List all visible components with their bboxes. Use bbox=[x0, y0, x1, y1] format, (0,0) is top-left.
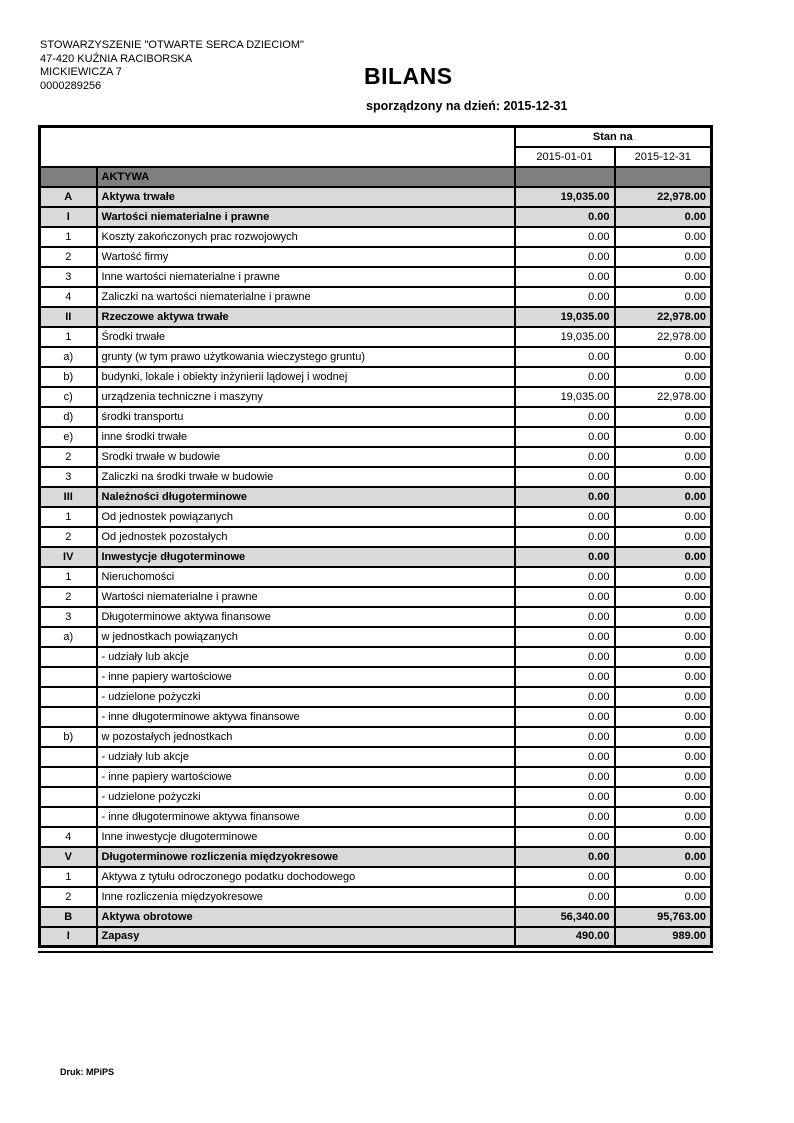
row-label: w jednostkach powiązanych bbox=[97, 627, 515, 647]
row-symbol bbox=[40, 787, 97, 807]
document-title: BILANS bbox=[364, 63, 453, 89]
balance-sheet bbox=[38, 125, 713, 953]
row-value-1: 56,340.00 bbox=[515, 907, 615, 927]
row-label: Należności długoterminowe bbox=[97, 487, 515, 507]
document-subtitle: sporządzony na dzień: 2015-12-31 bbox=[366, 99, 568, 113]
table-row bbox=[40, 287, 712, 307]
row-value-1: 0.00 bbox=[515, 707, 615, 727]
row-value-1: 0.00 bbox=[515, 887, 615, 907]
row-symbol: c) bbox=[40, 387, 97, 407]
table-row bbox=[40, 527, 712, 547]
row-label: inne środki trwałe bbox=[97, 427, 515, 447]
table-row bbox=[40, 427, 712, 447]
row-label: Od jednostek powiązanych bbox=[97, 507, 515, 527]
row-value-2: 0.00 bbox=[615, 767, 712, 787]
row-value-1: 0.00 bbox=[515, 827, 615, 847]
row-value-1: 0.00 bbox=[515, 567, 615, 587]
row-symbol bbox=[40, 747, 97, 767]
row-symbol bbox=[40, 807, 97, 827]
row-label: Od jednostek pozostałych bbox=[97, 527, 515, 547]
row-label: Inwestycje długoterminowe bbox=[97, 547, 515, 567]
row-value-2: 0.00 bbox=[615, 467, 712, 487]
row-value-2: 0.00 bbox=[615, 847, 712, 867]
table-row bbox=[40, 487, 712, 507]
row-label: - udzielone pożyczki bbox=[97, 687, 515, 707]
row-symbol: 2 bbox=[40, 447, 97, 467]
row-value-2: 0.00 bbox=[615, 887, 712, 907]
row-symbol: 4 bbox=[40, 827, 97, 847]
row-symbol bbox=[40, 647, 97, 667]
row-value-1: 0.00 bbox=[515, 347, 615, 367]
table-row bbox=[40, 767, 712, 787]
row-value-1: 0.00 bbox=[515, 227, 615, 247]
row-label: - inne długoterminowe aktywa finansowe bbox=[97, 707, 515, 727]
row-label: Zaliczki na wartości niematerialne i prawne bbox=[97, 287, 515, 307]
row-value-2: 0.00 bbox=[615, 787, 712, 807]
row-value-2: 0.00 bbox=[615, 527, 712, 547]
table-row bbox=[40, 187, 712, 207]
table-row bbox=[40, 467, 712, 487]
row-value-2: 0.00 bbox=[615, 507, 712, 527]
row-value-1: 0.00 bbox=[515, 207, 615, 227]
row-label: - udziały lub akcje bbox=[97, 647, 515, 667]
row-symbol: b) bbox=[40, 727, 97, 747]
row-value-2: 0.00 bbox=[615, 687, 712, 707]
row-label: Inne rozliczenia międzyokresowe bbox=[97, 887, 515, 907]
table-row bbox=[40, 827, 712, 847]
row-value-1: 0.00 bbox=[515, 647, 615, 667]
row-value-2: 0.00 bbox=[615, 807, 712, 827]
header-date-column-1: 2015-01-01 bbox=[515, 147, 615, 167]
row-value-1: 0.00 bbox=[515, 747, 615, 767]
row-value-2: 0.00 bbox=[615, 207, 712, 227]
table-row bbox=[40, 207, 712, 227]
table-row bbox=[40, 927, 712, 947]
row-value-1: 0.00 bbox=[515, 287, 615, 307]
row-value-2: 989.00 bbox=[615, 927, 712, 947]
row-label: Długoterminowe aktywa finansowe bbox=[97, 607, 515, 627]
table-row bbox=[40, 907, 712, 927]
table-row bbox=[40, 407, 712, 427]
row-symbol: 3 bbox=[40, 607, 97, 627]
row-symbol: d) bbox=[40, 407, 97, 427]
row-value-2: 0.00 bbox=[615, 607, 712, 627]
row-value-2: 22,978.00 bbox=[615, 307, 712, 327]
row-value-1: 0.00 bbox=[515, 627, 615, 647]
row-value-1: 19,035.00 bbox=[515, 387, 615, 407]
row-value-2: 0.00 bbox=[615, 267, 712, 287]
row-symbol: I bbox=[40, 927, 97, 947]
row-symbol bbox=[40, 667, 97, 687]
organization-address-line2: MICKIEWICZA 7 bbox=[40, 66, 122, 78]
row-value-1: 19,035.00 bbox=[515, 307, 615, 327]
row-label: urządzenia techniczne i maszyny bbox=[97, 387, 515, 407]
row-value-1: 0.00 bbox=[515, 847, 615, 867]
row-value-1: 0.00 bbox=[515, 527, 615, 547]
row-symbol: 1 bbox=[40, 327, 97, 347]
row-value-1: 19,035.00 bbox=[515, 327, 615, 347]
row-value-1: 0.00 bbox=[515, 267, 615, 287]
row-value-2: 22,978.00 bbox=[615, 187, 712, 207]
row-value-1: 0.00 bbox=[515, 487, 615, 507]
table-row bbox=[40, 667, 712, 687]
row-value-1: 490.00 bbox=[515, 927, 615, 947]
row-value-1: 0.00 bbox=[515, 767, 615, 787]
row-label: - udzielone pożyczki bbox=[97, 787, 515, 807]
row-symbol: e) bbox=[40, 427, 97, 447]
row-value-2: 22,978.00 bbox=[615, 387, 712, 407]
row-symbol: b) bbox=[40, 367, 97, 387]
table-row bbox=[40, 747, 712, 767]
row-symbol: IV bbox=[40, 547, 97, 567]
table-row bbox=[40, 627, 712, 647]
row-value-2: 0.00 bbox=[615, 867, 712, 887]
row-symbol: 2 bbox=[40, 247, 97, 267]
table-row bbox=[40, 867, 712, 887]
row-symbol: B bbox=[40, 907, 97, 927]
row-value-1: 19,035.00 bbox=[515, 187, 615, 207]
row-label: Zapasy bbox=[97, 927, 515, 947]
table-row bbox=[40, 807, 712, 827]
row-label: Wartość firmy bbox=[97, 247, 515, 267]
table-row bbox=[40, 647, 712, 667]
row-symbol: A bbox=[40, 187, 97, 207]
row-value-2 bbox=[615, 167, 712, 187]
row-label: Aktywa obrotowe bbox=[97, 907, 515, 927]
table-row bbox=[40, 707, 712, 727]
row-symbol: 2 bbox=[40, 527, 97, 547]
table-row bbox=[40, 367, 712, 387]
row-value-2: 0.00 bbox=[615, 287, 712, 307]
row-label: AKTYWA bbox=[97, 167, 515, 187]
row-symbol: V bbox=[40, 847, 97, 867]
row-symbol: 1 bbox=[40, 567, 97, 587]
table-header-row-span bbox=[40, 127, 712, 147]
row-symbol: 2 bbox=[40, 887, 97, 907]
row-value-1: 0.00 bbox=[515, 447, 615, 467]
row-value-1: 0.00 bbox=[515, 867, 615, 887]
row-label: - inne papiery wartościowe bbox=[97, 667, 515, 687]
organization-block bbox=[40, 39, 304, 93]
table-row bbox=[40, 387, 712, 407]
row-value-2: 0.00 bbox=[615, 567, 712, 587]
row-symbol bbox=[40, 687, 97, 707]
row-value-1: 0.00 bbox=[515, 547, 615, 567]
row-symbol: a) bbox=[40, 627, 97, 647]
row-label: - udziały lub akcje bbox=[97, 747, 515, 767]
row-label: Inne inwestycje długoterminowe bbox=[97, 827, 515, 847]
header-corner-cell bbox=[40, 127, 515, 167]
print-form-footer: Druk: MPiPS bbox=[60, 1067, 115, 1077]
row-symbol: III bbox=[40, 487, 97, 507]
header-date-column-2: 2015-12-31 bbox=[615, 147, 712, 167]
row-value-2: 0.00 bbox=[615, 247, 712, 267]
table-row bbox=[40, 447, 712, 467]
row-symbol bbox=[40, 167, 97, 187]
table-row bbox=[40, 267, 712, 287]
row-value-2: 0.00 bbox=[615, 827, 712, 847]
row-label: Rzeczowe aktywa trwałe bbox=[97, 307, 515, 327]
row-value-2: 0.00 bbox=[615, 707, 712, 727]
row-symbol: 4 bbox=[40, 287, 97, 307]
row-symbol: 2 bbox=[40, 587, 97, 607]
row-symbol: 1 bbox=[40, 507, 97, 527]
row-value-1 bbox=[515, 167, 615, 187]
row-symbol: 3 bbox=[40, 267, 97, 287]
table-row bbox=[40, 587, 712, 607]
table-bottom-rule bbox=[38, 951, 713, 953]
header-stan-na: Stan na bbox=[515, 127, 712, 147]
row-value-2: 0.00 bbox=[615, 487, 712, 507]
organization-address-line1: 47-420 KUŹNIA RACIBORSKA bbox=[40, 52, 193, 65]
row-value-1: 0.00 bbox=[515, 727, 615, 747]
row-value-1: 0.00 bbox=[515, 587, 615, 607]
organization-krs-number: 0000289256 bbox=[40, 79, 102, 92]
table-row bbox=[40, 787, 712, 807]
row-label: Długoterminowe rozliczenia międzyokresowe bbox=[97, 847, 515, 867]
row-label: Środki trwałe bbox=[97, 327, 515, 347]
row-label: budynki, lokale i obiekty inżynierii lądowej i wodnej bbox=[97, 367, 515, 387]
row-symbol: a) bbox=[40, 347, 97, 367]
row-value-2: 22,978.00 bbox=[615, 327, 712, 347]
row-value-1: 0.00 bbox=[515, 807, 615, 827]
row-symbol: I bbox=[40, 207, 97, 227]
row-label: - inne papiery wartościowe bbox=[97, 767, 515, 787]
row-value-2: 0.00 bbox=[615, 427, 712, 447]
row-value-2: 0.00 bbox=[615, 447, 712, 467]
table-row bbox=[40, 327, 712, 347]
table-row bbox=[40, 307, 712, 327]
row-value-2: 0.00 bbox=[615, 727, 712, 747]
organization-name: STOWARZYSZENIE "OTWARTE SERCA DZIECIOM" bbox=[40, 39, 304, 51]
row-symbol: II bbox=[40, 307, 97, 327]
table-row bbox=[40, 887, 712, 907]
table-row bbox=[40, 847, 712, 867]
row-symbol: 1 bbox=[40, 867, 97, 887]
table-row bbox=[40, 227, 712, 247]
row-value-2: 0.00 bbox=[615, 227, 712, 247]
table-row bbox=[40, 507, 712, 527]
table-row bbox=[40, 687, 712, 707]
row-label: w pozostałych jednostkach bbox=[97, 727, 515, 747]
row-symbol bbox=[40, 707, 97, 727]
row-label: Zaliczki na środki trwałe w budowie bbox=[97, 467, 515, 487]
table-row bbox=[40, 607, 712, 627]
row-value-1: 0.00 bbox=[515, 507, 615, 527]
row-label: - inne długoterminowe aktywa finansowe bbox=[97, 807, 515, 827]
row-value-1: 0.00 bbox=[515, 367, 615, 387]
row-label: Inne wartości niematerialne i prawne bbox=[97, 267, 515, 287]
row-value-2: 0.00 bbox=[615, 547, 712, 567]
row-label: grunty (w tym prawo użytkowania wieczystego gruntu) bbox=[97, 347, 515, 367]
row-value-1: 0.00 bbox=[515, 687, 615, 707]
row-label: Koszty zakończonych prac rozwojowych bbox=[97, 227, 515, 247]
row-value-1: 0.00 bbox=[515, 407, 615, 427]
table-row bbox=[40, 547, 712, 567]
row-symbol: 1 bbox=[40, 227, 97, 247]
row-value-1: 0.00 bbox=[515, 607, 615, 627]
row-label: Wartości niematerialne i prawne bbox=[97, 207, 515, 227]
row-label: Wartości niematerialne i prawne bbox=[97, 587, 515, 607]
row-value-2: 0.00 bbox=[615, 747, 712, 767]
row-label: środki transportu bbox=[97, 407, 515, 427]
table-row bbox=[40, 247, 712, 267]
bilans-table-body bbox=[40, 167, 712, 947]
table-row bbox=[40, 727, 712, 747]
table-row bbox=[40, 567, 712, 587]
row-value-1: 0.00 bbox=[515, 787, 615, 807]
row-value-2: 95,763.00 bbox=[615, 907, 712, 927]
table-row bbox=[40, 167, 712, 187]
row-value-2: 0.00 bbox=[615, 367, 712, 387]
row-value-1: 0.00 bbox=[515, 427, 615, 447]
row-symbol bbox=[40, 767, 97, 787]
row-value-2: 0.00 bbox=[615, 627, 712, 647]
row-symbol: 3 bbox=[40, 467, 97, 487]
row-value-2: 0.00 bbox=[615, 587, 712, 607]
row-label: Srodki trwałe w budowie bbox=[97, 447, 515, 467]
balance-sheet-table bbox=[38, 125, 713, 948]
row-value-2: 0.00 bbox=[615, 647, 712, 667]
row-value-1: 0.00 bbox=[515, 247, 615, 267]
row-label: Nieruchomości bbox=[97, 567, 515, 587]
row-value-2: 0.00 bbox=[615, 347, 712, 367]
row-label: Aktywa trwałe bbox=[97, 187, 515, 207]
row-value-1: 0.00 bbox=[515, 667, 615, 687]
row-value-2: 0.00 bbox=[615, 407, 712, 427]
row-value-1: 0.00 bbox=[515, 467, 615, 487]
table-row bbox=[40, 347, 712, 367]
row-value-2: 0.00 bbox=[615, 667, 712, 687]
row-label: Aktywa z tytułu odroczonego podatku dochodowego bbox=[97, 867, 515, 887]
